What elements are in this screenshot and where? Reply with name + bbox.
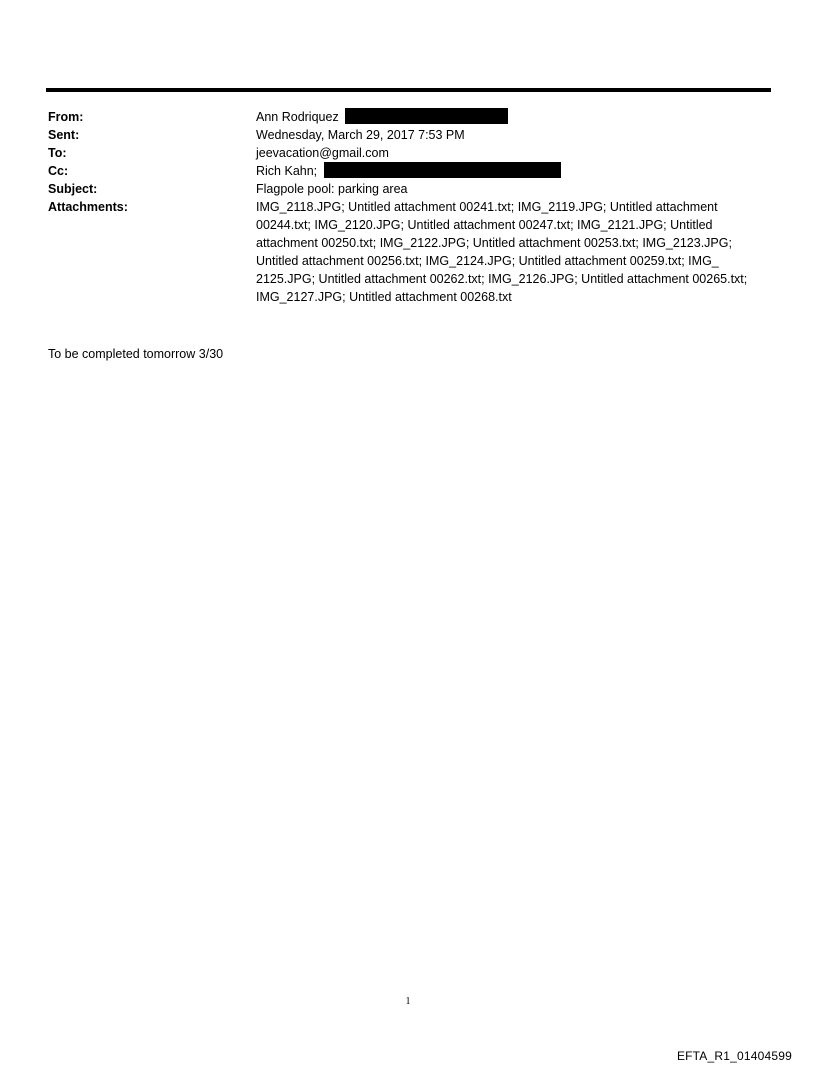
cc-name: Rich Kahn; <box>256 164 318 178</box>
email-body: To be completed tomorrow 3/30 <box>48 347 224 361</box>
cc-value <box>256 162 756 180</box>
sent-row <box>48 126 768 144</box>
from-name: Ann Rodriquez <box>256 110 339 124</box>
attachments-label: Attachments: <box>48 200 128 214</box>
cc-redaction <box>324 162 561 178</box>
bates-number: EFTA_R1_01404599 <box>676 1049 792 1063</box>
from-label: From: <box>48 110 84 124</box>
to-row <box>48 144 768 162</box>
attachments-row <box>48 198 768 306</box>
sent-value: Wednesday, March 29, 2017 7:53 PM <box>256 128 465 142</box>
from-value <box>256 108 756 126</box>
from-redaction <box>345 108 508 124</box>
email-header <box>48 108 768 306</box>
subject-label: Subject: <box>48 182 98 196</box>
subject-value: Flagpole pool: parking area <box>256 182 408 196</box>
from-row <box>48 108 768 126</box>
page-number: 1 <box>405 996 411 1007</box>
cc-row <box>48 162 768 180</box>
attachments-value: IMG_2118.JPG; Untitled attachment 00241.txt; IMG_2119.JPG; Untitled attachment 00244.txt; IMG_2120.JPG; Untitled attachment 00247.txt; IMG_2121.JPG; Untitled attachment 00250.txt; IMG_2122.JPG; Untitled attachment 00253.txt; IMG_2123.JPG; Untitled attachment 00256.txt; IMG_2124.JPG; Untitled attachment 00259.txt; IMG_ 2125.JPG; Untitled attachment 00262.txt; IMG_2126.JPG; Untitled attachment 00265.txt; IMG_2127.JPG; Untitled attachment 00268.txt <box>256 200 748 304</box>
header-divider <box>46 88 771 92</box>
subject-row <box>48 180 768 198</box>
sent-label: Sent: <box>48 128 80 142</box>
to-value: jeevacation@gmail.com <box>256 146 389 160</box>
cc-label: Cc: <box>48 164 69 178</box>
to-label: To: <box>48 146 67 160</box>
